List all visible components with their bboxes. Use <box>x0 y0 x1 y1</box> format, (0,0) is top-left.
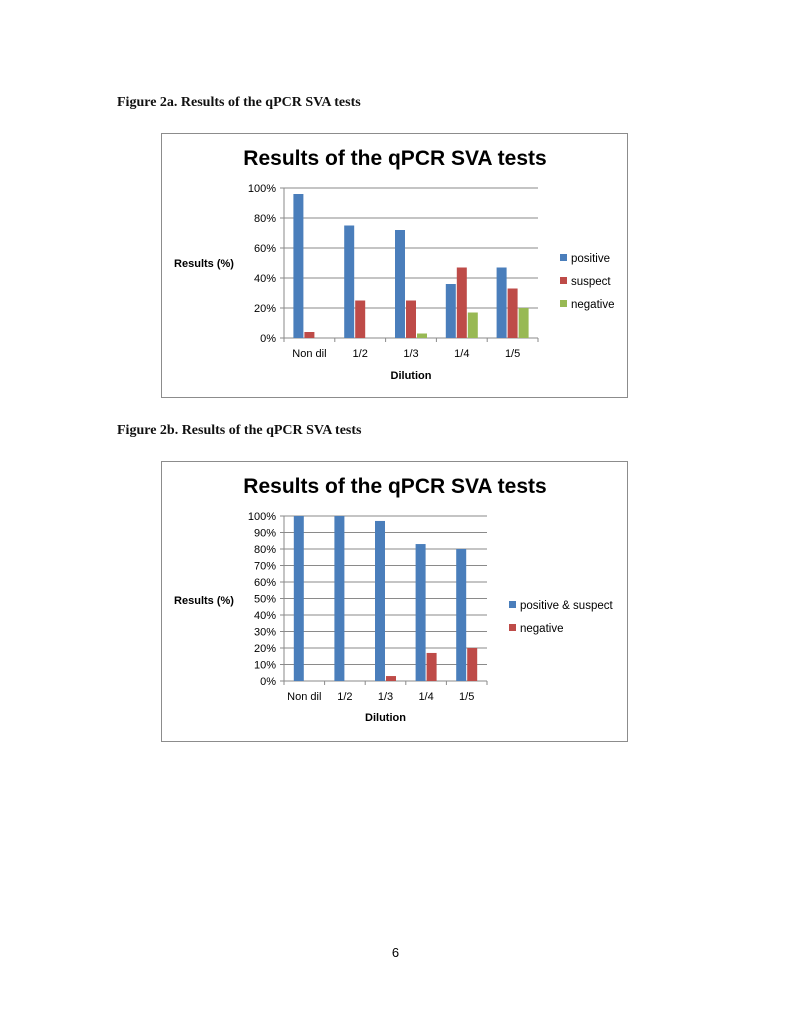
bar-positive-1 <box>344 226 354 339</box>
bar-suspect-1 <box>355 301 365 339</box>
y-axis-label: Results (%) <box>174 595 234 607</box>
chart-title: Results of the qPCR SVA tests <box>243 147 547 170</box>
y-axis-label: Results (%) <box>174 258 234 270</box>
x-tick-label: 1/5 <box>504 348 521 360</box>
y-tick-label: 10% <box>253 659 276 672</box>
bar-negative-4 <box>519 308 529 338</box>
chart-title: Results of the qPCR SVA tests <box>243 475 547 498</box>
bar-negative-2 <box>417 334 427 339</box>
y-tick-label: 100% <box>247 511 276 523</box>
y-tick-label: 0% <box>260 333 276 345</box>
bar-positive-suspect-0 <box>294 516 304 681</box>
bar-positive-suspect-2 <box>375 521 385 681</box>
figure-2b-caption: Figure 2b. Results of the qPCR SVA tests <box>117 423 362 438</box>
x-tick-label: 1/3 <box>403 348 419 360</box>
x-axis-label: Dilution <box>365 712 406 724</box>
page-number: 6 <box>391 945 400 960</box>
x-tick-label: 1/2 <box>337 691 353 703</box>
bar-suspect-3 <box>457 268 467 339</box>
bar-suspect-2 <box>406 301 416 339</box>
y-tick-label: 30% <box>253 626 276 639</box>
bar-positive-suspect-4 <box>456 549 466 681</box>
legend-swatch <box>560 277 567 284</box>
bar-negative-4 <box>467 648 477 681</box>
bar-negative-3 <box>468 313 478 339</box>
bar-positive-4 <box>497 268 507 339</box>
y-tick-label: 40% <box>253 610 276 622</box>
y-tick-label: 80% <box>253 544 276 556</box>
bar-positive-suspect-1 <box>334 516 344 681</box>
legend-swatch <box>560 254 567 261</box>
legend-label: negative <box>571 299 615 311</box>
bar-positive-suspect-3 <box>416 544 426 681</box>
x-tick-label: Non dil <box>292 348 327 360</box>
y-tick-label: 100% <box>247 183 276 195</box>
x-tick-label: 1/5 <box>459 691 475 703</box>
legend-swatch <box>509 624 516 631</box>
x-axis-label: Dilution <box>390 370 432 382</box>
chart-2a-svg <box>162 134 627 397</box>
bar-suspect-4 <box>508 289 518 339</box>
y-tick-label: 20% <box>253 643 276 655</box>
bar-negative-2 <box>386 676 396 681</box>
y-tick-label: 60% <box>253 243 276 255</box>
bar-positive-2 <box>395 230 405 338</box>
chart-2b <box>161 461 628 742</box>
bar-negative-3 <box>427 653 437 681</box>
chart-2b-svg <box>162 462 627 741</box>
x-tick-label: Non dil <box>287 691 322 703</box>
legend-label: suspect <box>571 276 611 288</box>
bar-positive-3 <box>446 284 456 338</box>
bar-suspect-0 <box>304 332 314 338</box>
y-tick-label: 70% <box>253 560 276 573</box>
x-tick-label: 1/4 <box>418 691 434 703</box>
legend-label: negative <box>520 623 564 635</box>
legend-swatch <box>560 300 567 307</box>
chart-2a <box>161 133 628 398</box>
y-tick-label: 40% <box>253 273 276 285</box>
y-tick-label: 80% <box>253 213 276 225</box>
y-tick-label: 0% <box>260 676 276 688</box>
x-tick-label: 1/2 <box>352 348 368 360</box>
legend-label: positive <box>571 253 610 265</box>
y-tick-label: 90% <box>253 527 276 540</box>
y-tick-label: 50% <box>253 593 276 606</box>
x-tick-label: 1/3 <box>377 691 394 703</box>
figure-2a-caption: Figure 2a. Results of the qPCR SVA tests <box>117 95 361 110</box>
x-tick-label: 1/4 <box>454 348 470 360</box>
y-tick-label: 60% <box>253 577 276 589</box>
legend-swatch <box>509 601 516 608</box>
y-tick-label: 20% <box>253 303 276 315</box>
bar-positive-0 <box>293 194 303 338</box>
legend-label: positive & suspect <box>520 600 613 612</box>
